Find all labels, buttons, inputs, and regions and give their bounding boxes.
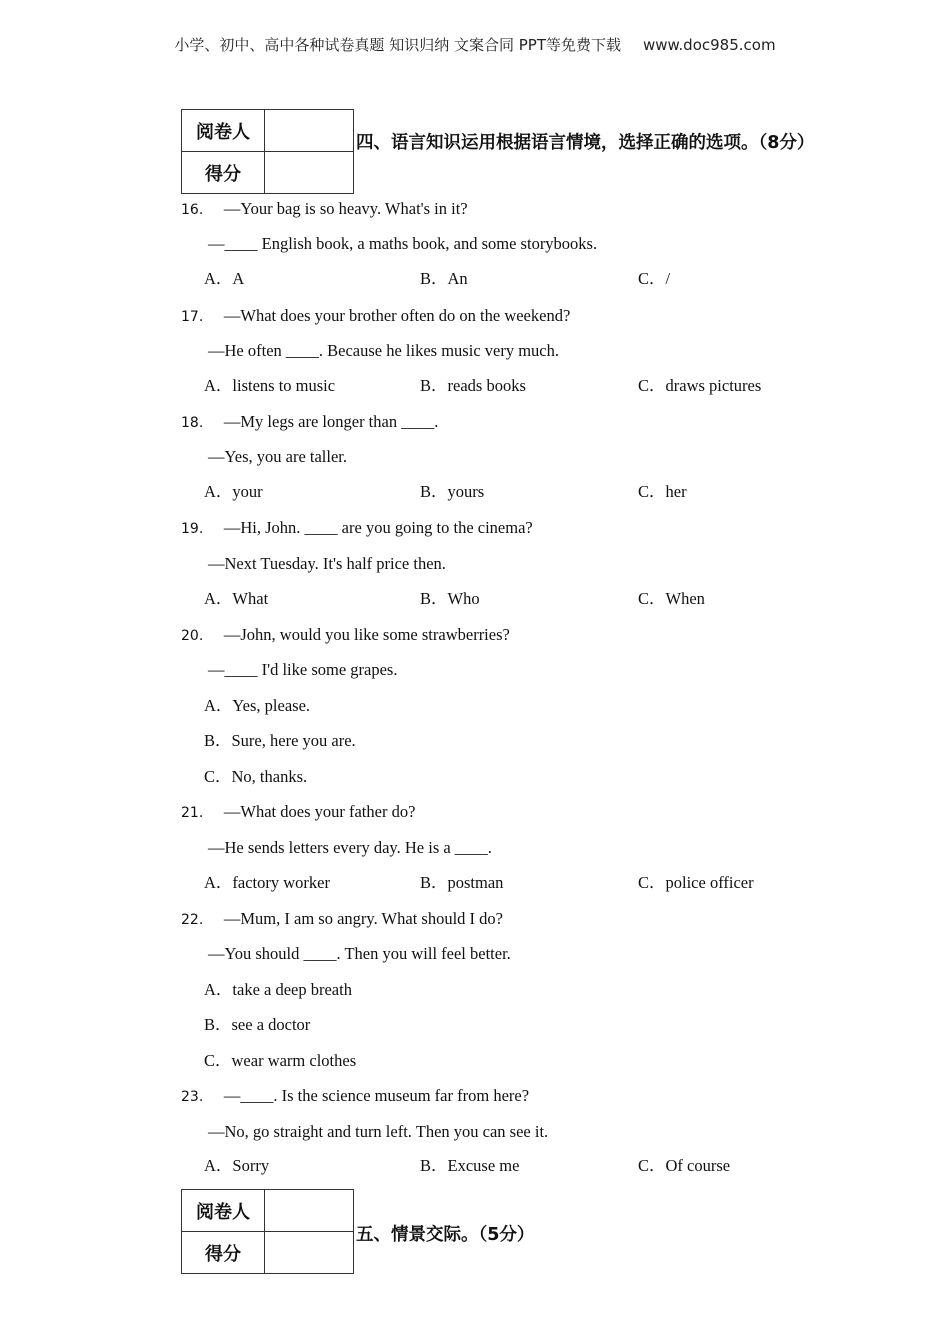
question-23: 23. —____. Is the science museum far from here? [181,1086,530,1105]
option-20-b: B．Sure, here you are. [204,731,356,750]
option-23-b: B．Excuse me [420,1156,520,1175]
question-18: 18. —My legs are longer than ____. [181,412,439,431]
question-19: 19. —Hi, John. ____ are you going to the cinema? [181,518,533,537]
option-17-b: B．reads books [420,376,526,395]
score-cell [265,1232,354,1274]
answer-19: —Next Tuesday. It's half price then. [208,554,446,573]
reviewer-cell [265,1190,354,1232]
header-site: www.doc985.com [642,36,776,54]
option-17-a: A．listens to music [204,376,336,395]
option-21-b: B．postman [420,873,504,892]
option-20-a: A．Yes, please. [204,696,311,715]
question-17: 17. —What does your brother often do on the weekend? [181,306,571,325]
score-label: 得分 [182,1232,265,1274]
option-18-a: A．your [204,482,263,501]
question-16: 16. —Your bag is so heavy. What's in it? [181,199,468,218]
section5-title: 五、情景交际。（5分） [356,1225,535,1245]
question-20: 20. —John, would you like some strawberries? [181,625,510,644]
header-text: 小学、初中、高中各种试卷真题 知识归纳 文案合同 PPT等免费下载 [174,36,621,54]
reviewer-label: 阅卷人 [182,110,265,152]
option-16-c: C．/ [638,269,671,288]
option-21-a: A．factory worker [204,873,330,892]
answer-16: —____ English book, a maths book, and some storybooks. [208,234,598,253]
option-17-c: C．draws pictures [638,376,762,395]
score-box-section5 [181,1189,354,1274]
page-header [0,34,950,55]
reviewer-label: 阅卷人 [182,1190,265,1232]
option-19-b: B．Who [420,589,480,608]
score-cell [265,152,354,194]
answer-18: —Yes, you are taller. [208,447,348,466]
answer-21: —He sends letters every day. He is a ____. [208,838,492,857]
option-23-a: A．Sorry [204,1156,270,1175]
option-22-a: A．take a deep breath [204,980,352,999]
question-22: 22. —Mum, I am so angry. What should I do? [181,909,503,928]
option-16-a: A．A [204,269,245,288]
question-21: 21. —What does your father do? [181,802,416,821]
answer-17: —He often ____. Because he likes music very much. [208,341,559,360]
option-22-b: B．see a doctor [204,1015,311,1034]
option-21-c: C．police officer [638,873,754,892]
option-23-c: C．Of course [638,1156,731,1175]
option-19-a: A．What [204,589,269,608]
answer-20: —____ I'd like some grapes. [208,660,398,679]
reviewer-cell [265,110,354,152]
option-16-b: B．An [420,269,468,288]
score-box-section4 [181,109,354,194]
option-18-b: B．yours [420,482,485,501]
section4-title: 四、语言知识运用根据语言情境，选择正确的选项。（8分） [356,133,815,153]
option-22-c: C．wear warm clothes [204,1051,357,1070]
option-18-c: C．her [638,482,687,501]
answer-22: —You should ____. Then you will feel better. [208,944,511,963]
option-20-c: C．No, thanks. [204,767,308,786]
option-19-c: C．When [638,589,705,608]
score-label: 得分 [182,152,265,194]
answer-23: —No, go straight and turn left. Then you can see it. [208,1122,549,1141]
